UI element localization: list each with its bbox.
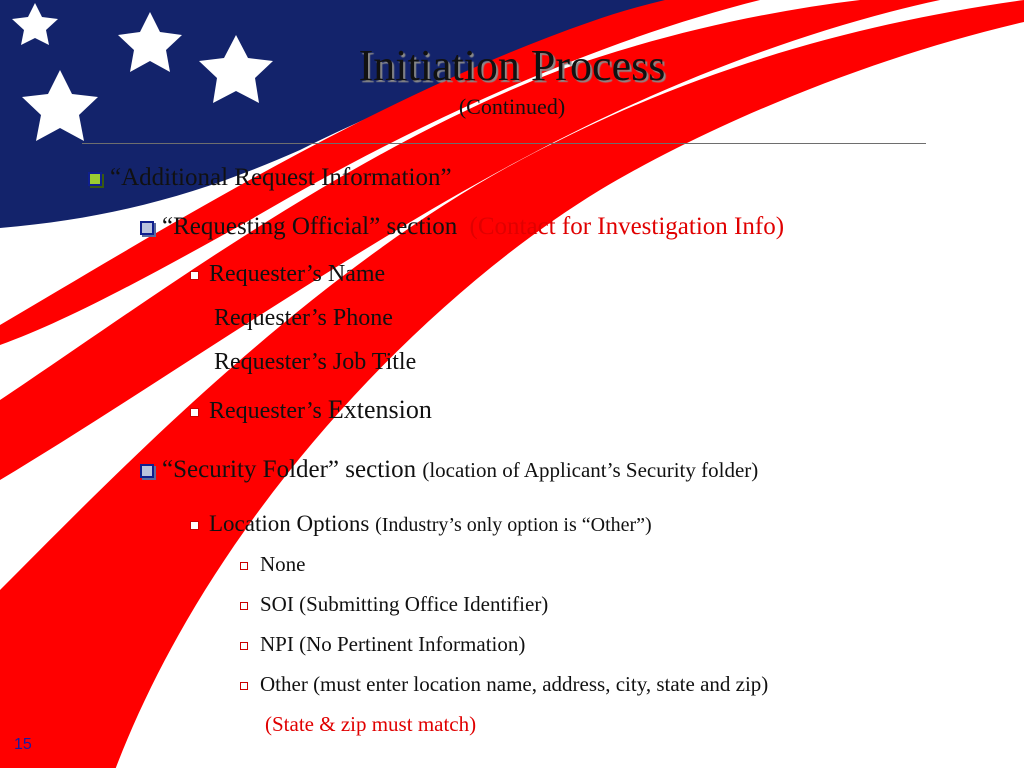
- option-npi: NPI (No Pertinent Information): [240, 634, 525, 655]
- slide-number: 15: [14, 736, 32, 753]
- slide-subtitle: (Continued): [458, 94, 566, 119]
- checkbox-bullet-icon: [240, 602, 248, 610]
- checkbox-bullet-icon: [190, 521, 199, 530]
- title-divider: [82, 143, 926, 144]
- option-soi: SOI (Submitting Office Identifier): [240, 594, 548, 615]
- checkbox-bullet-icon: [240, 642, 248, 650]
- bullet-security-folder: “Security Folder” section (location of Applicant’s Security folder): [140, 457, 758, 482]
- option-none: None: [240, 554, 306, 575]
- checkbox-bullet-icon: [88, 172, 102, 186]
- checkbox-bullet-icon: [240, 682, 248, 690]
- checkbox-bullet-icon: [240, 562, 248, 570]
- bullet-requesting-official: “Requesting Official” section (Contact for Investigation Info): [140, 214, 784, 239]
- option-other: Other (must enter location name, address, city, state and zip): [240, 674, 768, 695]
- state-zip-note: (State & zip must match): [265, 712, 477, 736]
- bullet-additional-request-info: “Additional Request Information”: [88, 165, 452, 190]
- checkbox-bullet-icon: [140, 221, 154, 235]
- location-options-note: (Industry’s only option is “Other”): [375, 514, 652, 536]
- bullet-requester-name: Requester’s Name: [190, 262, 385, 286]
- bullet-requester-job-title: Requester’s Job Title: [214, 349, 417, 375]
- bullet-location-options: Location Options (Industry’s only option is “Other”): [190, 512, 652, 535]
- checkbox-bullet-icon: [190, 408, 199, 417]
- bullet-requester-phone: Requester’s Phone: [214, 305, 393, 331]
- requesting-official-note: (Contact for Investigation Info): [469, 213, 785, 240]
- checkbox-bullet-icon: [140, 464, 154, 478]
- checkbox-bullet-icon: [190, 271, 199, 280]
- bullet-requester-extension: Requester’s Extension: [190, 397, 432, 423]
- security-folder-note: (location of Applicant’s Security folder): [422, 458, 759, 482]
- slide-title: Initiation Process: [358, 41, 666, 90]
